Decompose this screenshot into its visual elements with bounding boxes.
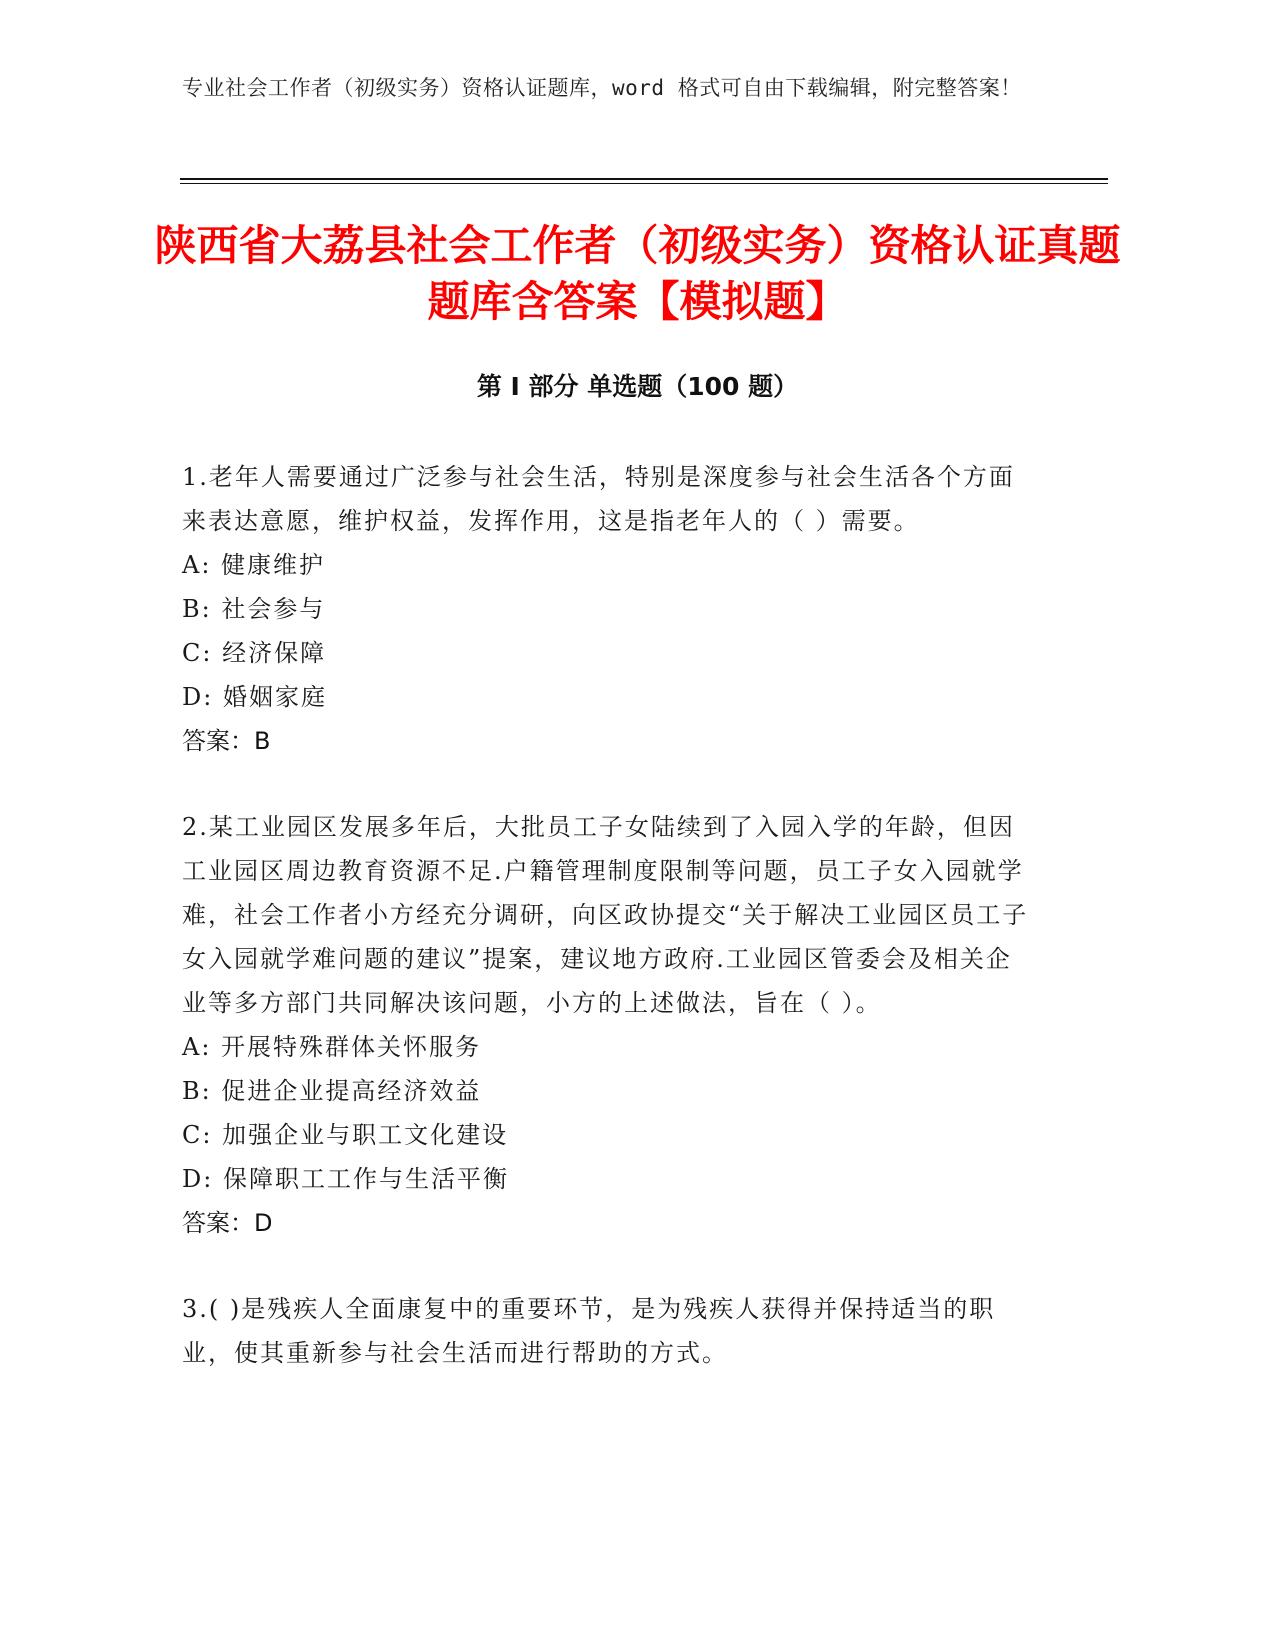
question-item — [182, 1287, 1032, 1375]
option-a: A: 健康维护 — [182, 551, 326, 579]
option-c: C: 加强企业与职工文化建设 — [182, 1121, 509, 1149]
header-note: 专业社会工作者（初级实务）资格认证题库，word 格式可自由下载编辑，附完整答案！ — [182, 76, 1022, 100]
question-item — [182, 805, 1032, 1245]
option-c: C: 经济保障 — [182, 639, 327, 667]
option-b: B: 社会参与 — [182, 595, 326, 623]
option-a: A: 开展特殊群体关怀服务 — [182, 1033, 482, 1061]
question-list — [182, 455, 1032, 1417]
section-heading: 第 I 部分 单选题（100 题） — [476, 372, 799, 401]
answer-line: 答案：D — [182, 1209, 273, 1237]
option-b: B: 促进企业提高经济效益 — [182, 1077, 482, 1105]
header-divider-thick — [180, 178, 1108, 180]
question-stem: 1.老年人需要通过广泛参与社会生活，特别是深度参与社会生活各个方面来表达意愿，维护权益，发挥作用，这是指老年人的（ ）需要。 — [182, 463, 1015, 535]
document-title: 陕西省大荔县社会工作者（初级实务）资格认证真题题库含答案【模拟题】 — [154, 221, 1121, 326]
option-d: D: 婚姻家庭 — [182, 683, 327, 711]
question-stem: 2.某工业园区发展多年后，大批员工子女陆续到了入园入学的年龄，但因工业园区周边教育资源不足.户籍管理制度限制等问题，员工子女入园就学难，社会工作者小方经充分调研，向区政协提交“关于解决工业园区员工子女入园就学难问题的建议”提案，建议地方政府.工业园区管委会及相关企业等多方部门共同解决该问题，小方的上述做法，旨在（ ）。 — [182, 813, 1029, 1017]
option-d: D: 保障职工工作与生活平衡 — [182, 1165, 509, 1193]
header-divider-thin — [180, 183, 1108, 184]
question-item — [182, 455, 1032, 763]
answer-line: 答案：B — [182, 727, 271, 755]
question-stem: 3.( )是残疾人全面康复中的重要环节，是为残疾人获得并保持适当的职业，使其重新参与社会生活而进行帮助的方式。 — [182, 1295, 996, 1367]
